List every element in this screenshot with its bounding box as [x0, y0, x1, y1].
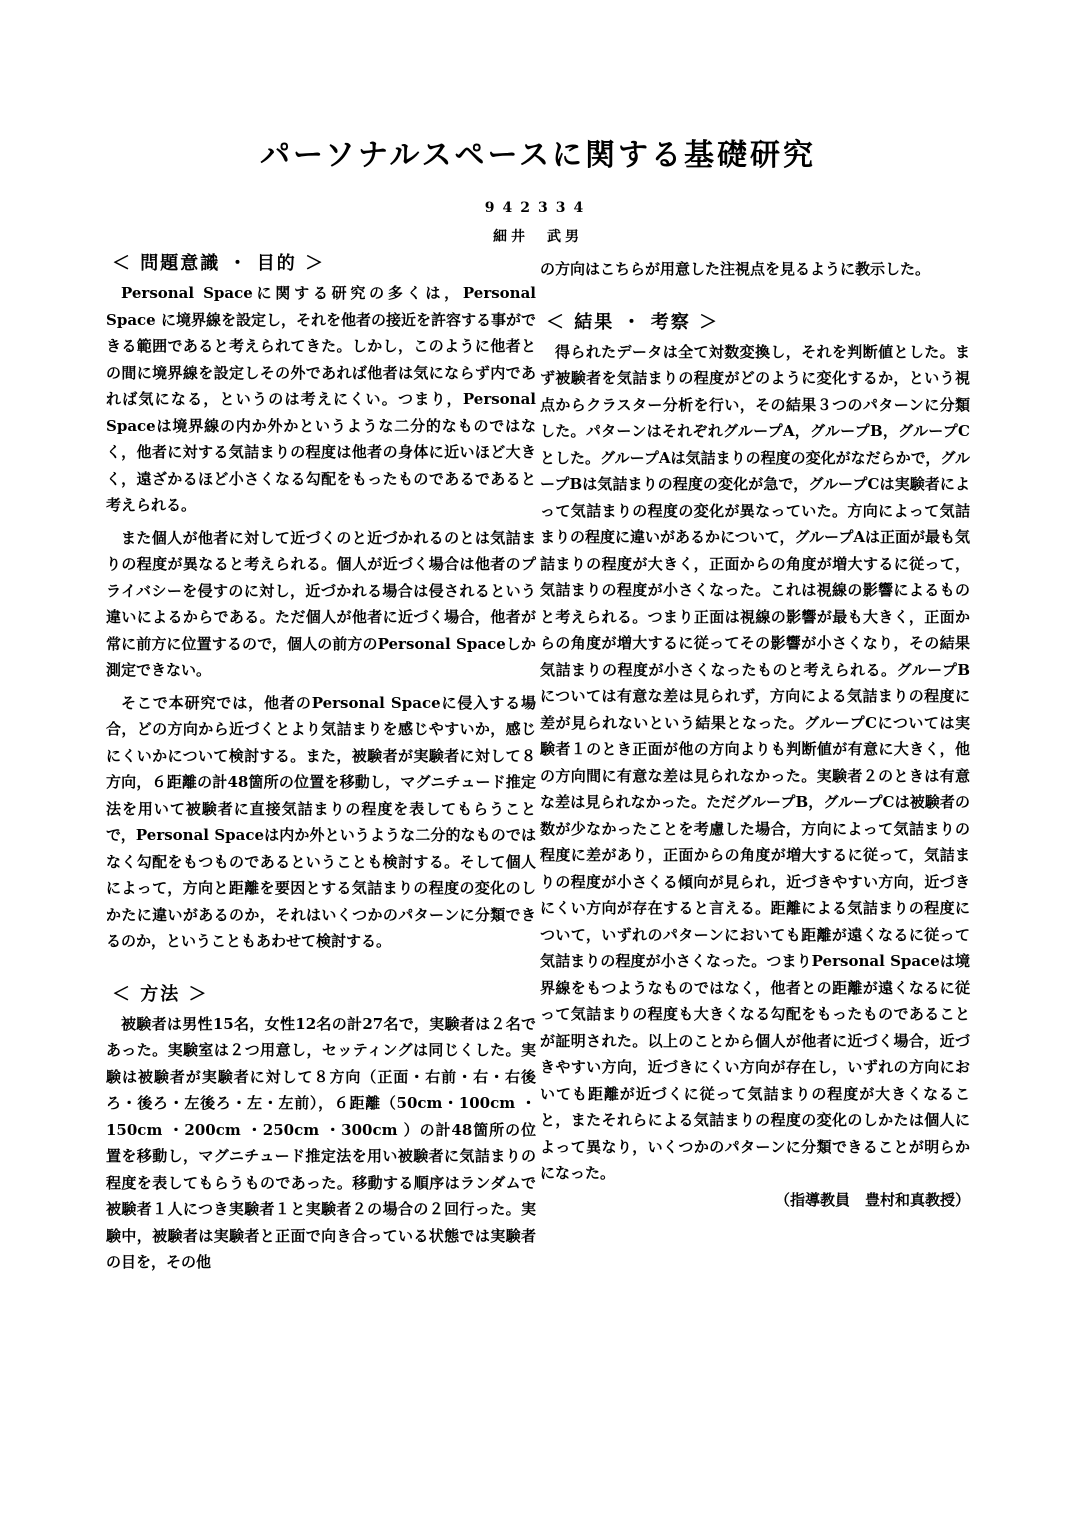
results-heading: ＜ 結果 ・ 考察 ＞	[546, 311, 720, 333]
purpose-paragraph-1: Personal Spaceに関する研究の多くは，Personal Space に境界線を設定し，それを他者の接近を許容する事ができる範囲であると考えられてきた。しかし，このように他者との間に境界線を設定しその外であれば他者は気にならず内であれば気になる，というのは考えにくい。つまり，Personal Spaceは境界線の内か外かというような二分的なものではなく，他者に対する気詰まりの程度は他者の身体に近いほど大きく，遠ざかるほど小さくなる勾配をもったものであるであると考えられる。	[106, 284, 536, 514]
purpose-paragraph-3: そこで本研究では，他者のPersonal Spaceに侵入する場合，どの方向から近づくとより気詰まりを感じやすいか，感じにくいかについて検討する。また，被験者が実験者に対して８方向，６距離の計48箇所の位置を移動し，マグニチュード推定法を用いて被験者に直接気詰まりの程度を表してもらうことで，Personal Spaceは内か外というような二分的なものではなく勾配をもつものであるということも検討する。そして個人によって，方向と距離を要因とする気詰まりの程度の変化のしかたに違いがあるのか，それはいくつかのパターンに分類できるのか，ということもあわせて検討する。	[106, 693, 536, 950]
right-column	[540, 256, 970, 1213]
purpose-heading: ＜ 問題意識 ・ 目的 ＞	[112, 253, 326, 274]
supervisor-credit: （指導教員 豊村和真教授）	[774, 1190, 970, 1209]
method-paragraph-1: 被験者は男性15名，女性12名の計27名で，実験者は２名であった。実験室は２つ用意し，セッティングは同じくした。実験は被験者が実験者に対して８方向（正面・右前・右・右後ろ・後ろ・左後ろ・左・左前），６距離（50cm・100cm ・150cm ・200cm ・250cm ・300cm ）の計48箇所の位置を移動し，マグニチュード推定法を用い被験者に気詰まりの程度を表してもらうものであった。移動する順序はランダムで被験者１人につき実験者１と実験者２の場合の２回行った。実験中，被験者は実験者と正面で向き合っている状態では実験者の目を，その他	[106, 1014, 536, 1271]
author-name: 細井 武男	[493, 229, 583, 245]
left-column	[106, 250, 536, 1276]
purpose-paragraph-2: また個人が他者に対して近づくのと近づかれるのとは気詰まりの程度が異なると考えられる。個人が近づく場合は他者のプライバシーを侵すのに対し，近づかれる場合は侵されるという違いによるからである。ただ個人が他者に近づく場合，他者が常に前方に位置するので，個人の前方のPersonal Spaceしか測定できない。	[106, 528, 536, 679]
page-title: パーソナルスペースに関する基礎研究	[260, 138, 816, 173]
method-heading: ＜ 方法 ＞	[112, 983, 209, 1005]
method-continuation: の方向はこちらが用意した注視点を見るように教示した。	[540, 260, 931, 278]
student-id: 942334	[484, 200, 592, 216]
results-paragraph-1: 得られたデータは全て対数変換し，それを判断値とした。まず被験者を気詰まりの程度がどのように変化するか，という視点からクラスター分析を行い，その結果３つのパターンに分類した。パターンはそれぞれグループA，グループB，グループCとした。グループAは気詰まりの程度の変化がなだらかで，グループBは気詰まりの程度の変化が急で，グループCは実験者によって気詰まりの程度の変化が異なっていた。方向によって気詰まりの程度に違いがあるかについて，グループAは正面が最も気詰まりの程度が大きく，正面からの角度が増大するに従って，気詰まりの程度が小さくなった。これは視線の影響によるものと考えられる。つまり正面は視線の影響が最も大きく，正面からの角度が増大するに従ってその影響が小さくなり，その結果気詰まりの程度が小さくなったものと考えられる。グループBについては有意な差は見られず，方向による気詰まりの程度に差が見られないという結果となった。グループCについては実験者１のとき正面が他の方向よりも判断値が有意に大きく，他の方向間に有意な差は見られなかった。実験者２のときは有意な差は見られなかった。ただグループB，グループCは被験者の数が少なかったことを考慮した場合，方向によって気詰まりの程度に差があり，正面からの角度が増大するに従って，気詰まりの程度が小さくる傾向が見られ，近づきやすい方向，近づきにくい方向が存在すると言える。距離による気詰まりの程度について，いずれのパターンにおいても距離が遠くなるに従って気詰まりの程度が小さくなった。つまりPersonal Spaceは境界線をもつようなものではなく，他者との距離が遠くなるに従って気詰まりの程度も大きくなる勾配をもったものであることが証明された。以上のことから個人が他者に近づく場合，近づきやすい方向，近づきにくい方向が存在し，いずれの方向においても距離が近づくに従って気詰まりの程度が大きくなること，またそれらによる気詰まりの程度の変化のしかたは個人によって異なり，いくつかのパターンに分類できることが明らかになった。	[540, 342, 970, 1182]
